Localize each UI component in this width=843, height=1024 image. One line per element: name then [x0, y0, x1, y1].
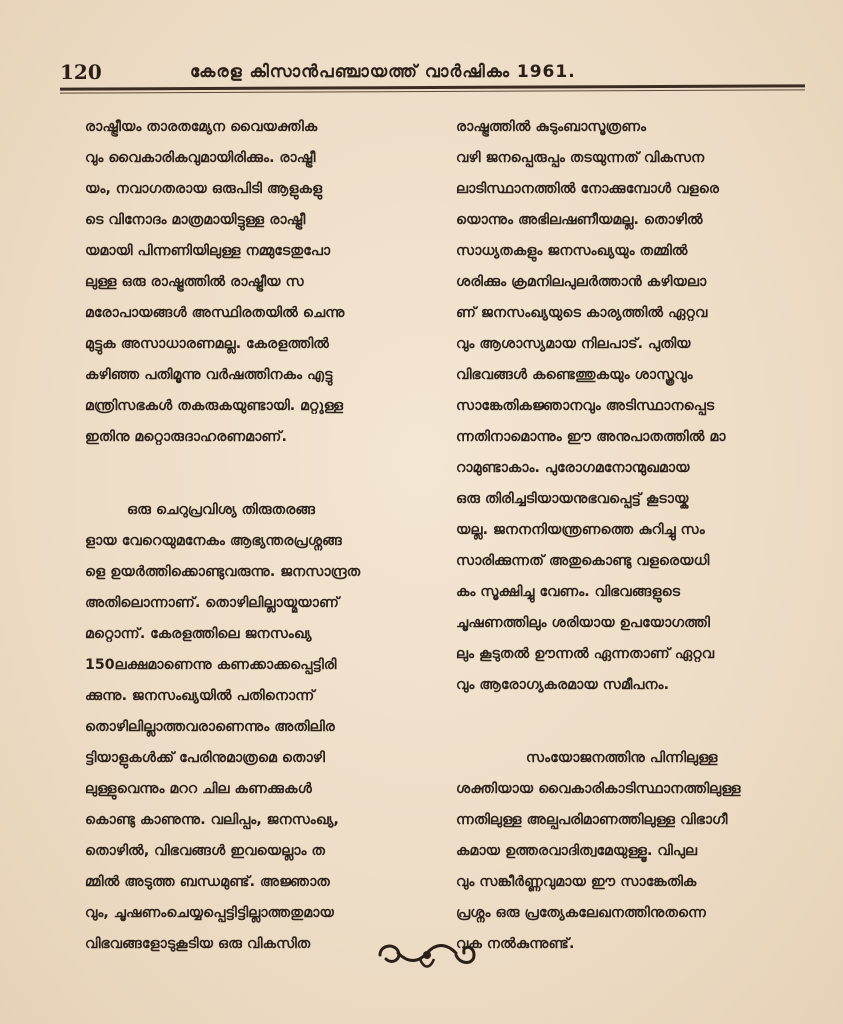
text-line: വും വൈകാരികവുമായിരിക്കും. രാഷ്ട്രീ	[85, 150, 316, 166]
text-line: ഒരു തിരിച്ചടിയായനുഭവപ്പെട്ട് കൂടായ്ക	[456, 491, 689, 507]
text-line: രാഷ്ട്രത്തിൽ കുടുംബാസൂത്രണം	[456, 119, 647, 135]
text-line: ണ് ജനസംഖ്യയുടെ കാര്യത്തിൽ ഏറ്റവ	[456, 305, 708, 321]
right-column	[456, 112, 804, 960]
text-line: കഴിഞ്ഞ പതിമൂന്നു വർഷത്തിനകം എട്ടു	[85, 367, 333, 383]
text-line: വക നൽകുന്നുണ്ട്.	[456, 936, 575, 952]
text-line: മ്മിൽ അടുത്ത ബന്ധമുണ്ട്. അജ്ഞാത	[85, 874, 330, 890]
text-line: 150ലക്ഷമാണെന്നു കണക്കാക്കപ്പെട്ടിരി	[85, 657, 337, 673]
text-line: കം സൂക്ഷിച്ചു വേണം. വിഭവങ്ങളുടെ	[456, 584, 681, 600]
text-line: റാമുണ്ടാകാം. പുരോഗമനോന്മുഖമായ	[456, 460, 690, 476]
text-line: വും, ചൂഷണംചെയ്യപ്പെട്ടിട്ടില്ലാത്തതുമായ	[85, 905, 334, 921]
text-line: ലാടിസ്ഥാനത്തിൽ നോക്കുമ്പോൾ വളരെ	[456, 181, 720, 197]
text-line: മുട്ടുക അസാധാരണമല്ല. കേരളത്തിൽ	[85, 336, 330, 352]
text-line: ലുള്ള ഒരു രാഷ്ട്രത്തിൽ രാഷ്ട്രീയ സ	[85, 274, 304, 290]
text-line: തൊഴിൽ, വിഭവങ്ങൾ ഇവയെല്ലാം ത	[85, 843, 325, 859]
text-line: ലുള്ളുവെന്നും മററ ചില കണക്കുകൾ	[85, 781, 312, 797]
text-line: ശരിക്കും ക്രമനിലപുലർത്താൻ കഴിയലാ	[456, 274, 707, 290]
text-line: മരോപായങ്ങൾ അസ്ഥിരതയിൽ ചെന്നു	[85, 305, 345, 321]
text-line: യൊന്നും അഭിലഷണീയമല്ല. തൊഴിൽ	[456, 212, 703, 228]
text-line: കമായ ഉത്തരവാദിത്വമേയുള്ളൂ. വിപുല	[456, 843, 698, 859]
text-line: സാരിക്കുന്നത് അതുകൊണ്ടു വളരെയധി	[456, 553, 710, 569]
text-line: അതിലൊന്നാണ്. തൊഴിലില്ലായ്മയാണ്	[85, 595, 340, 611]
text-line: വും ആശാസ്യമായ നിലപാട്. പുതിയ	[456, 336, 691, 352]
running-title: കേരള കിസാൻപഞ്ചായത്ത് വാർഷികം 1961.	[190, 62, 576, 82]
text-line: വും ആരോഗ്യകരമായ സമീപനം.	[456, 677, 669, 693]
page-header	[60, 58, 810, 88]
text-line: തൊഴിലില്ലാത്തവരാണെന്നും അതിലിര	[85, 719, 335, 735]
text-line: ശക്തിയായ വൈകാരികാടിസ്ഥാനത്തിലുള്ള	[456, 781, 741, 797]
text-line: ലും കൂടുതൽ ഊന്നൽ ഏന്നതാണ് ഏറ്റവ	[456, 646, 715, 662]
left-column	[85, 112, 433, 960]
right-paragraph-2	[456, 743, 804, 960]
text-line: മറ്റൊന്ന്. കേരളത്തിലെ ജനസംഖ്യ	[85, 626, 312, 642]
text-line: സംയോജനത്തിനു പിന്നിലുള്ള	[526, 750, 718, 766]
text-line: ഒരു ചെറുപ്രവിശ്യ തിരുതരങ്ങ	[127, 502, 316, 518]
paragraph-gap	[85, 453, 433, 495]
text-line: ടെ വിനോദം മാത്രമായിട്ടുള്ള രാഷ്ട്രീ	[85, 212, 306, 228]
text-line: യമായി പിന്നണിയിലുള്ള നമ്മുടേതുപോ	[85, 243, 331, 259]
text-line: രാഷ്ട്രീയം താരതമ്യേന വൈയക്തിക	[85, 119, 318, 135]
text-line: യം, നവാഗതരായ ഒരുപിടി ആളുകളു	[85, 181, 323, 197]
text-line: ന്നതിലുള്ള അല്പപരിമാണത്തിലുള്ള വിഭാഗീ	[456, 812, 728, 828]
text-line: കൊണ്ടു കാണുന്നു. വലിപ്പം, ജനസംഖ്യ,	[85, 812, 339, 828]
text-line: വും സങ്കീർണ്ണവുമായ ഈ സാങ്കേതിക	[456, 874, 697, 890]
text-line: ചൂഷണത്തിലും ശരിയായ ഉപയോഗത്തി	[456, 615, 711, 631]
text-line: സാധ്യതകളും ജനസംഖ്യയും തമ്മിൽ	[456, 243, 688, 259]
text-line: ഇതിനു മറ്റൊരുദാഹരണമാണ്.	[85, 429, 287, 445]
scroll-ornament-icon	[372, 937, 482, 973]
text-line: വിഭവങ്ങൾ കണ്ടെത്തുകയും ശാസ്ത്രവും	[456, 367, 693, 383]
text-line: ട്ടിയാളുകൾക്ക് പേരിനുമാത്രമെ തൊഴി	[85, 750, 325, 766]
paragraph-gap	[456, 701, 804, 743]
text-line: യല്ല. ജനനനിയന്ത്രണത്തെ കുറിച്ചു സം	[456, 522, 705, 538]
text-line: ക്കുന്നു. ജനസംഖ്യയിൽ പതിനൊന്ന്	[85, 688, 315, 704]
page-number: 120	[60, 60, 102, 84]
text-line: ളെ ഉയർത്തിക്കൊണ്ടുവരുന്നു. ജനസാന്ദ്രത	[85, 564, 361, 580]
text-line: ന്നതിനാമൊന്നും ഈ അനുപാതത്തിൽ മാ	[456, 429, 726, 445]
text-line: വിഭവങ്ങളോടുകൂടിയ ഒരു വികസിത	[85, 936, 311, 952]
left-paragraph-1	[85, 112, 433, 453]
text-line: പ്രശ്നം ഒരു പ്രത്യേകലേഖനത്തിനുതന്നെ	[456, 905, 707, 921]
text-line: ളായ വേറെയുമനേകം ആഭ്യന്തരപ്രശ്നങ്ങ	[85, 533, 342, 549]
text-line: മന്ത്രിസഭകൾ തകരുകയുണ്ടായി. മറ്റുള്ള	[85, 398, 344, 414]
text-line: വഴി ജനപ്പെരുപ്പം തടയുന്നത് വികസന	[456, 150, 705, 166]
right-paragraph-1	[456, 112, 804, 701]
text-line: സാങ്കേതികജ്ഞാനവും അടിസ്ഥാനപ്പെട	[456, 398, 715, 414]
left-paragraph-2	[85, 495, 433, 960]
